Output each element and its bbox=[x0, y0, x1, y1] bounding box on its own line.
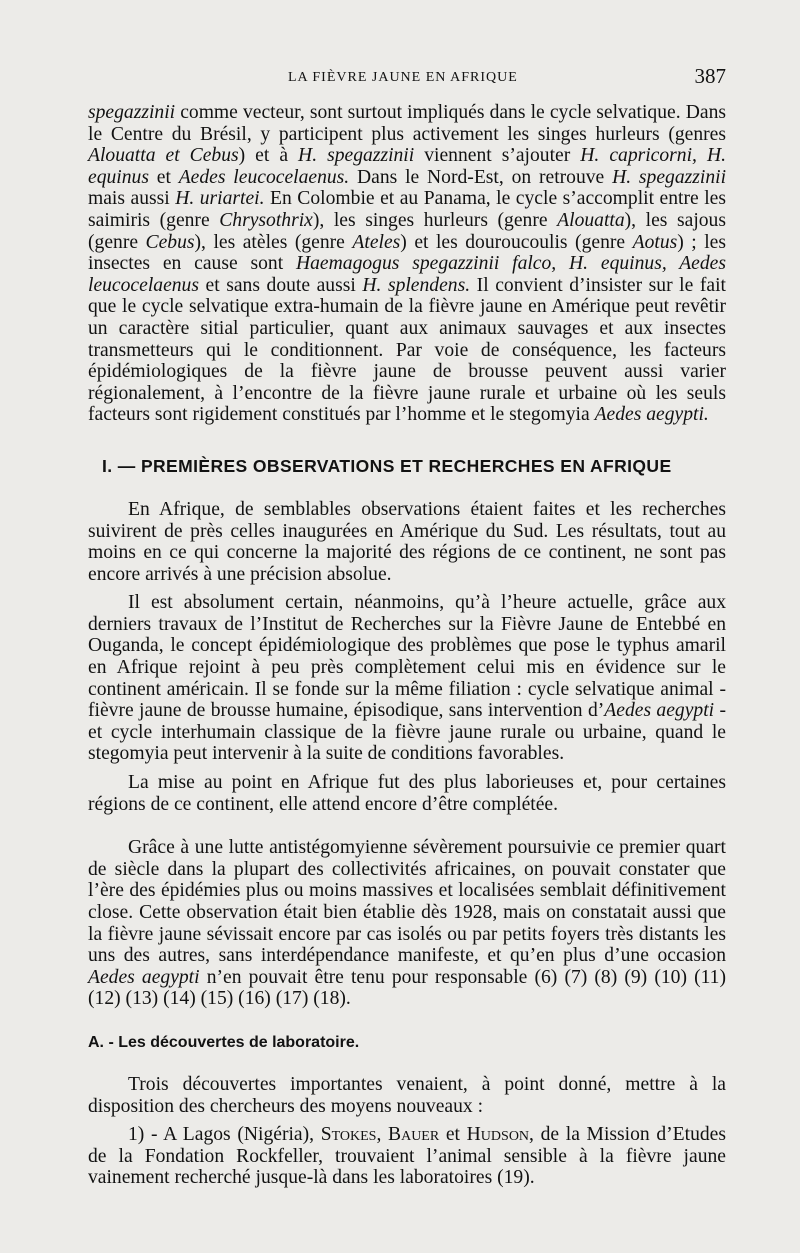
paragraph-6: Trois découvertes importantes venaient, à point donné, mettre à la disposition des chercheurs des moyens nouveaux : bbox=[88, 1073, 726, 1117]
subsection-heading: A. - Les découvertes de laboratoire. bbox=[88, 1033, 360, 1051]
section-heading: I. — PREMIÈRES OBSERVATIONS ET RECHERCHES EN AFRIQUE bbox=[102, 455, 672, 476]
paragraph-5: Grâce à une lutte antistégomyienne sévèrement poursuivie ce premier quart de siècle dans la plupart des collectivités africaines, on pouvait constater que l’ère des épidémies plus ou moins massives et localisées semblait définitivement close. Cette observation était bien établie dès 1928, mais on constatait aussi que la fièvre jaune sévissait encore par cas isolés ou par petits foyers très distants les uns des autres, sans interdépendance manifeste, et qu’en plus d’une occasion Aedes aegypti n’en pouvait être tenu pour responsable (6) (7) (8) (9) (10) (11) (12) (13) (14) (15) (16) (17) (18). bbox=[88, 837, 726, 1010]
running-header bbox=[88, 62, 726, 102]
page-number: 387 bbox=[694, 64, 726, 88]
paragraph-2: En Afrique, de semblables observations étaient faites et les recherches suivirent de près celles inaugurées en Amérique du Sud. Les résultats, tout au moins en ce qui concerne la majorité des régions de ce continent, ne sont pas encore arrivés à une précision absolue. bbox=[88, 498, 726, 585]
paragraph-3: Il est absolument certain, néanmoins, qu’à l’heure actuelle, grâce aux derniers travaux de l’Institut de Recherches sur la Fièvre Jaune de Entebbé en Ouganda, le concept épidémiologique des problèmes que pose le typhus amaril en Afrique rejoint à peu près complètement celui mis en évidence sur le continent américain. Il se fonde sur la même filiation : cycle selvatique animal - fièvre jaune de brousse humaine, épisodique, sans intervention d’Aedes aegypti - et cycle interhumain classique de la fièvre jaune rurale ou urbaine, quand le stegomyia peut intervenir à la suite de conditions favorables. bbox=[88, 592, 726, 765]
paragraph-1: spegazzinii comme vecteur, sont surtout impliqués dans le cycle selvatique. Dans le Centre du Brésil, y participent plus activement les singes hurleurs (genres Alouatta et Cebus) et à H. spegazzinii viennent s’ajouter H. capricorni, H. equinus et Aedes leucocelaenus. Dans le Nord-Est, on retrouve H. spegazzinii mais aussi H. uriartei. En Colombie et au Panama, le cycle s’accomplit entre les saimiris (genre Chrysothrix), les singes hurleurs (genre Alouatta), les sajous (genre Cebus), les atèles (genre Ateles) et les douroucoulis (genre Aotus) ; les insectes en cause sont Haemagogus spegazzinii falco, H. equinus, Aedes leucocelaenus et sans doute aussi H. splendens. Il convient d’insister sur le fait que le cycle selvatique extra-humain de la fièvre jaune en Amérique peut revêtir un caractère sitial particulier, quant aux animaux sauvages et aux insectes transmetteurs qui le conditionnent. Par voie de conséquence, les facteurs épidémiologiques de la fièvre jaune de brousse peuvent aussi varier régionalement, à l’encontre de la fièvre jaune rurale et urbaine où les seuls facteurs sont rigidement constitués par l’homme et le stegomyia Aedes aegypti. bbox=[88, 102, 727, 426]
paragraph-7: 1) - A Lagos (Nigéria), Stokes, Bauer et Hudson, de la Mission d’Etudes de la Fondation Rockfeller, trouvaient l’animal sensible à la fièvre jaune vainement recherché jusque-là dans les laboratoires (19). bbox=[88, 1124, 726, 1189]
running-title: LA FIÈVRE JAUNE EN AFRIQUE bbox=[288, 70, 518, 85]
paragraph-4: La mise au point en Afrique fut des plus laborieuses et, pour certaines régions de ce continent, elle attend encore d’être complétée. bbox=[88, 772, 726, 815]
